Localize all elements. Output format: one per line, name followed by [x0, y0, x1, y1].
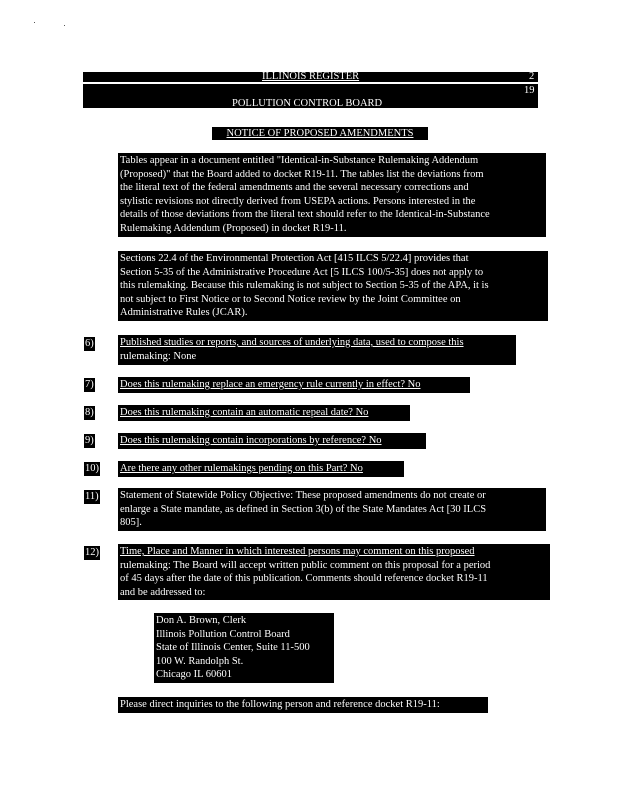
- address-line: Illinois Pollution Control Board: [156, 628, 290, 640]
- item-9: [118, 433, 426, 449]
- text-line: Are there any other rulemakings pending on this Part? No: [120, 463, 363, 474]
- text-line: (Proposed)" that the Board added to docket R19-11. The tables list the deviations from: [120, 168, 484, 180]
- address-block: [154, 613, 334, 683]
- item-number: 8): [85, 407, 94, 418]
- text-line: Please direct inquiries to the following person and reference docket R19-11:: [120, 699, 440, 710]
- text-line: Statement of Statewide Policy Objective: These proposed amendments do not create or: [120, 490, 486, 501]
- item-number: 6): [85, 338, 94, 349]
- item-12: [118, 544, 550, 600]
- item-number: 12): [85, 547, 99, 558]
- text-line: and be addressed to:: [120, 586, 206, 598]
- item-number: 11): [85, 491, 99, 502]
- text-line: enlarge a State mandate, as defined in Section 3(b) of the State Mandates Act [30 ILCS: [120, 503, 487, 515]
- text-line: this rulemaking. Because this rulemaking is not subject to Section 5-35 of the APA, it is: [120, 280, 489, 291]
- header-page-number: 2: [529, 71, 535, 82]
- text-line: the literal text of the federal amendments and the several necessary corrections and: [120, 182, 469, 193]
- item-number: 7): [85, 379, 94, 390]
- text-line: Rulemaking Addendum (Proposed) in docket R19-11.: [120, 222, 347, 234]
- text-line: 805].: [120, 517, 142, 528]
- text-line: Does this rulemaking contain an automatic repeal date? No: [120, 407, 369, 418]
- text-line: rulemaking: None: [120, 350, 197, 362]
- text-line: Published studies or reports, and sources of underlying data, used to compose this: [120, 337, 464, 348]
- text-line: Sections 22.4 of the Environmental Protection Act [415 ILCS 5/22.4] provides that: [120, 253, 469, 264]
- paragraph-sections: [118, 251, 548, 321]
- notice-title: NOTICE OF PROPOSED AMENDMENTS: [212, 127, 428, 140]
- text-line: details of those deviations from the literal text should refer to the Identical-in-Substance: [120, 209, 490, 220]
- text-line: stylistic revisions not directly derived from USEPA actions. Persons interested in the: [120, 195, 476, 207]
- text-line: of 45 days after the date of this publication. Comments should reference docket R19-11: [120, 573, 488, 584]
- address-line: Don A. Brown, Clerk: [156, 615, 247, 626]
- item-11: [118, 488, 546, 531]
- item-7: [118, 377, 470, 393]
- closing-line: [118, 697, 488, 713]
- text-line: rulemaking: The Board will accept written public comment on this proposal for a period: [120, 559, 491, 571]
- address-line: 100 W. Randolph St.: [156, 655, 244, 667]
- text-line: Time, Place and Manner in which interested persons may comment on this proposed: [120, 546, 475, 557]
- address-line: Chicago IL 60601: [156, 669, 233, 680]
- text-line: Administrative Rules (JCAR).: [120, 307, 248, 318]
- text-line: Tables appear in a document entitled "Identical-in-Substance Rulemaking Addendum: [120, 155, 479, 166]
- item-number: 10): [85, 463, 99, 474]
- text-line: Section 5-35 of the Administrative Procedure Act [5 ILCS 100/5-35] does not apply to: [120, 266, 484, 278]
- header-board: POLLUTION CONTROL BOARD: [232, 98, 383, 109]
- item-8: [118, 405, 410, 421]
- item-10: [118, 461, 404, 477]
- header-title: ILLINOIS REGISTER: [262, 71, 360, 82]
- item-6: [118, 335, 516, 365]
- header-page-sub: 19: [524, 85, 535, 96]
- item-number: 9): [85, 435, 94, 446]
- address-line: State of Illinois Center, Suite 11-500: [156, 642, 310, 653]
- scan-speck: [64, 25, 65, 26]
- text-line: not subject to First Notice or to Second Notice review by the Joint Committee on: [120, 293, 461, 305]
- text-line: Does this rulemaking contain incorporations by reference? No: [120, 435, 382, 446]
- scan-speck: [34, 22, 35, 23]
- text-line: Does this rulemaking replace an emergency rule currently in effect? No: [120, 379, 421, 390]
- paragraph-tables: [118, 153, 546, 237]
